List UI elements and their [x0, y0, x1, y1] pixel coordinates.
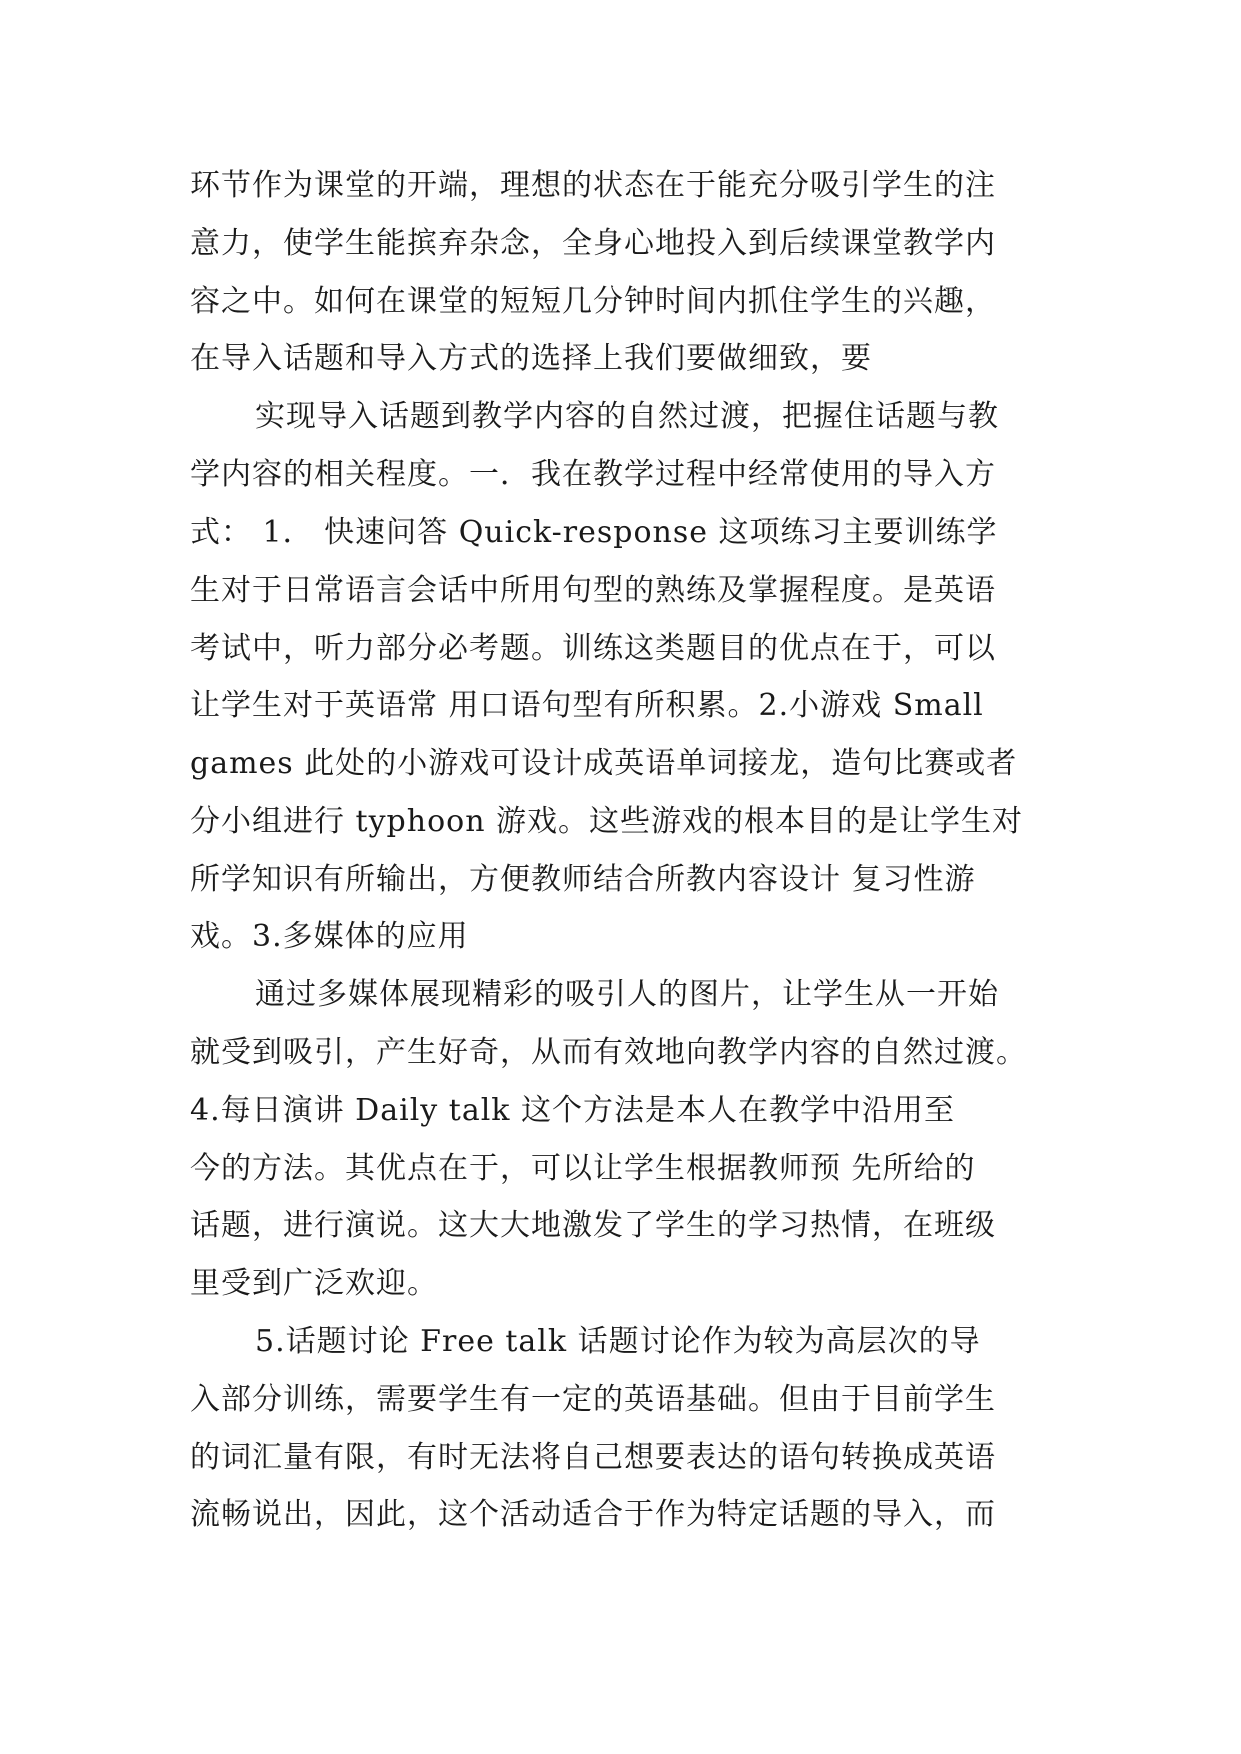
- text-line: 分小组进行 typhoon 游戏。这些游戏的根本目的是让学生对: [190, 804, 1024, 839]
- text-line: 容之中。如何在课堂的短短几分钟时间内抓住学生的兴趣，: [190, 284, 996, 319]
- text-line: 生对于日常语言会话中所用句型的熟练及掌握程度。是英语: [190, 573, 996, 608]
- paragraph-first-line: 实现导入话题到教学内容的自然过渡，把握住话题与教: [255, 399, 999, 434]
- text-line: 话题，进行演说。这大大地激发了学生的学习热情，在班级: [190, 1208, 996, 1243]
- text-line: 戏。3.多媒体的应用: [190, 919, 469, 954]
- text-line: 所学知识有所输出，方便教师结合所教内容设计 复习性游: [190, 862, 976, 897]
- paragraph-first-line: 通过多媒体展现精彩的吸引人的图片，让学生从一开始: [255, 977, 999, 1012]
- text-line: 环节作为课堂的开端，理想的状态在于能充分吸引学生的注: [190, 168, 996, 203]
- text-line: 今的方法。其优点在于，可以让学生根据教师预 先所给的: [190, 1151, 976, 1186]
- paragraph-first-line: 5.话题讨论 Free talk 话题讨论作为较为高层次的导: [255, 1324, 981, 1359]
- text-line: 在导入话题和导入方式的选择上我们要做细致，要: [190, 341, 872, 376]
- text-line: 意力，使学生能摈弃杂念，全身心地投入到后续课堂教学内: [190, 226, 996, 261]
- text-line: 让学生对于英语常 用口语句型有所积累。2.小游戏 Small: [190, 688, 984, 723]
- text-line: 式： 1． 快速问答 Quick-response 这项练习主要训练学: [190, 515, 998, 550]
- text-line: 流畅说出，因此，这个活动适合于作为特定话题的导入，而: [190, 1497, 996, 1532]
- text-line: 考试中，听力部分必考题。训练这类题目的优点在于，可以: [190, 631, 996, 666]
- text-line: 入部分训练，需要学生有一定的英语基础。但由于目前学生: [190, 1382, 996, 1417]
- text-line: games 此处的小游戏可设计成英语单词接龙，造句比赛或者: [190, 746, 1018, 781]
- text-line: 就受到吸引，产生好奇，从而有效地向教学内容的自然过渡。: [190, 1035, 1027, 1070]
- text-line: 里受到广泛欢迎。: [190, 1266, 438, 1301]
- text-line: 的词汇量有限，有时无法将自己想要表达的语句转换成英语: [190, 1440, 996, 1475]
- text-line: 学内容的相关程度。一．我在教学过程中经常使用的导入方: [190, 457, 996, 492]
- text-line: 4.每日演讲 Daily talk 这个方法是本人在教学中沿用至: [190, 1093, 956, 1128]
